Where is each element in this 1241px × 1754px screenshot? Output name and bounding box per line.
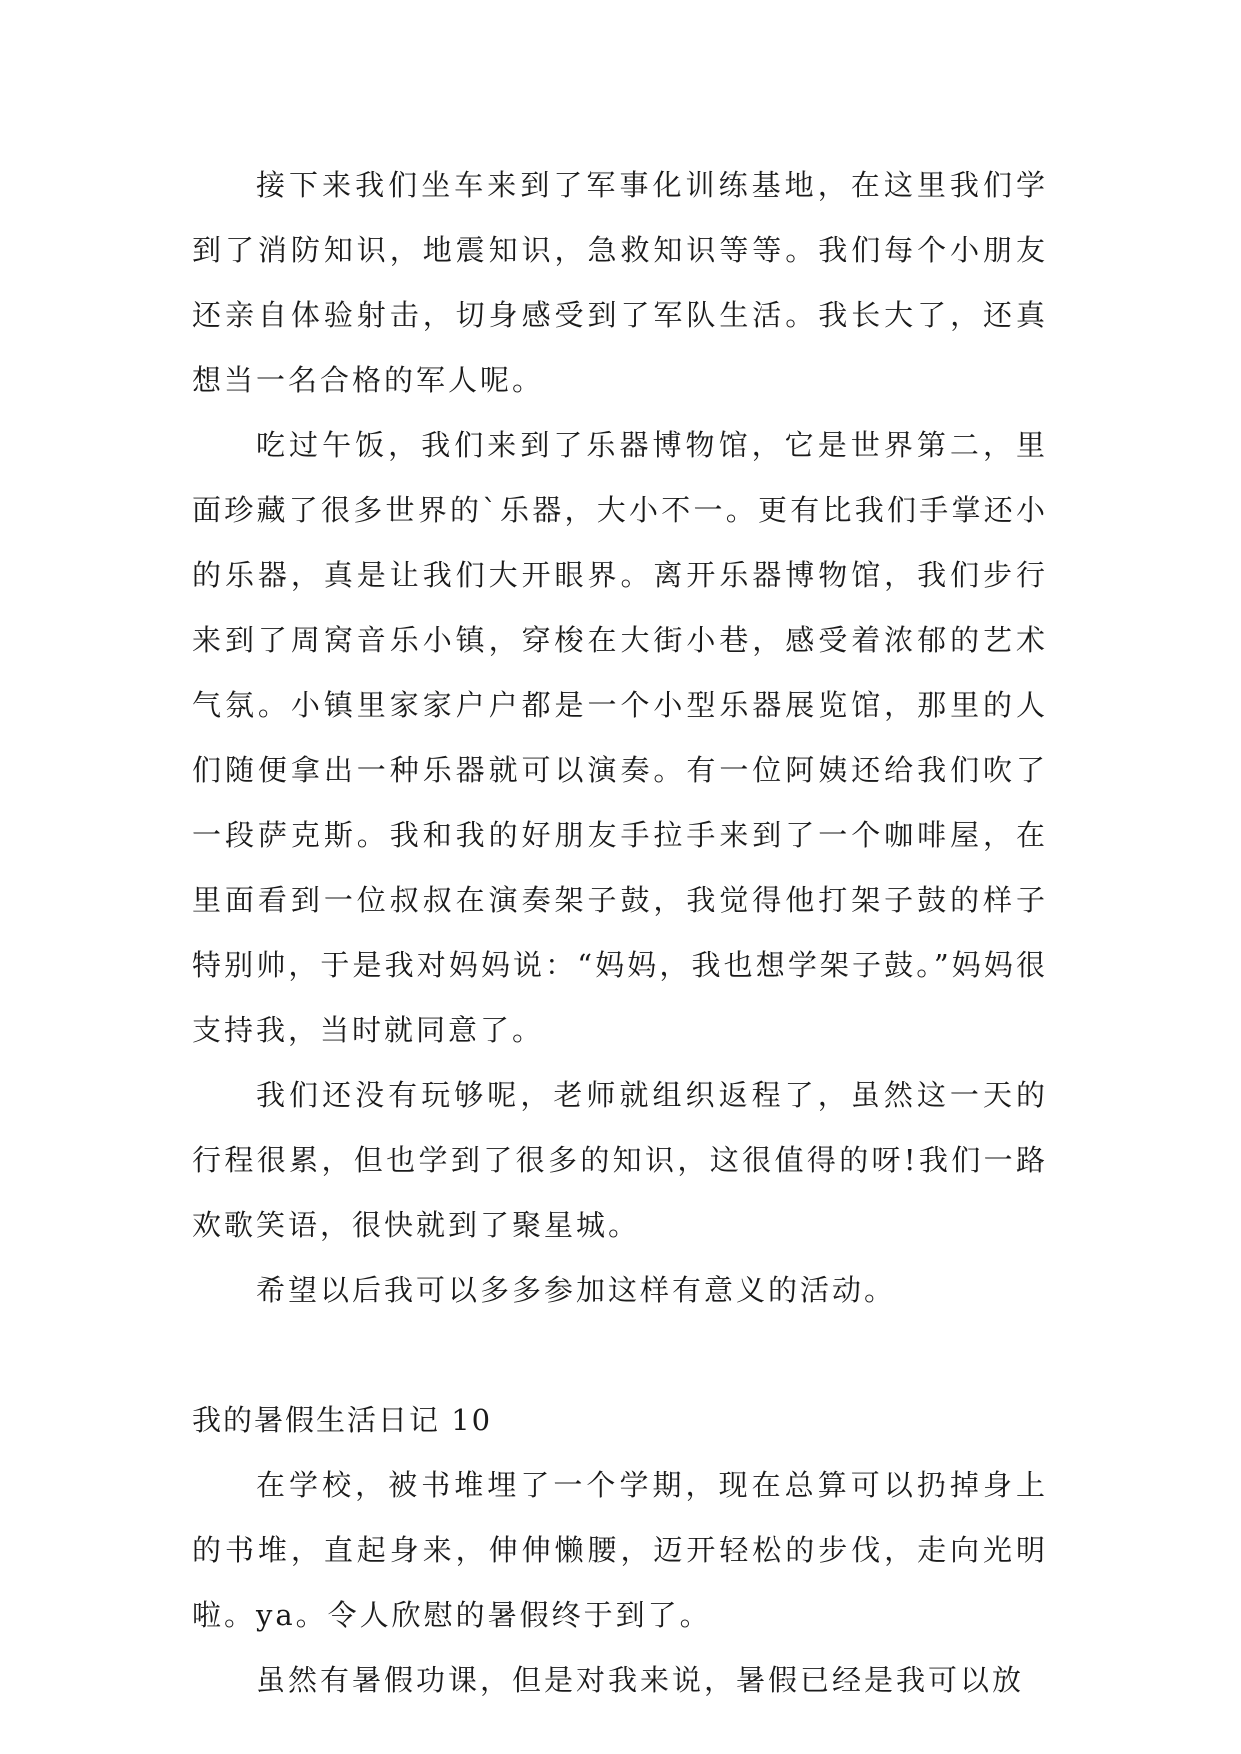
paragraph: 我们还没有玩够呢，老师就组织返程了，虽然这一天的行程很累，但也学到了很多的知识，这很值得的呀!我们一路欢歌笑语，很快就到了聚星城。 [192, 1078, 1048, 1242]
paragraph: 希望以后我可以多多参加这样有意义的活动。 [256, 1273, 897, 1307]
paragraph: 接下来我们坐车来到了军事化训练基地，在这里我们学到了消防知识，地震知识，急救知识等等。我们每个小朋友还亲自体验射击，切身感受到了军队生活。我长大了，还真想当一名合格的军人呢。 [192, 168, 1048, 397]
paragraph: 虽然有暑假功课，但是对我来说，暑假已经是我可以放 [256, 1663, 1025, 1697]
paragraph: 在学校，被书堆埋了一个学期，现在总算可以扔掉身上的书堆，直起身来，伸伸懒腰，迈开轻松的步伐，走向光明啦。ya。令人欣慰的暑假终于到了。 [192, 1468, 1048, 1632]
paragraph: 吃过午饭，我们来到了乐器博物馆，它是世界第二，里面珍藏了很多世界的`乐器，大小不一。更有比我们手掌还小的乐器，真是让我们大开眼界。离开乐器博物馆，我们步行来到了周窝音乐小镇，穿梭在大街小巷，感受着浓郁的艺术气氛。小镇里家家户户都是一个小型乐器展览馆，那里的人们随便拿出一种乐器就可以演奏。有一位阿姨还给我们吹了一段萨克斯。我和我的好朋友手拉手来到了一个咖啡屋，在里面看到一位叔叔在演奏架子鼓，我觉得他打架子鼓的样子特别帅，于是我对妈妈说：“妈妈，我也想学架子鼓。”妈妈很支持我，当时就同意了。 [192, 428, 1048, 1047]
section-title: 我的暑假生活日记 10 [192, 1403, 493, 1437]
document-body [192, 153, 1048, 1713]
